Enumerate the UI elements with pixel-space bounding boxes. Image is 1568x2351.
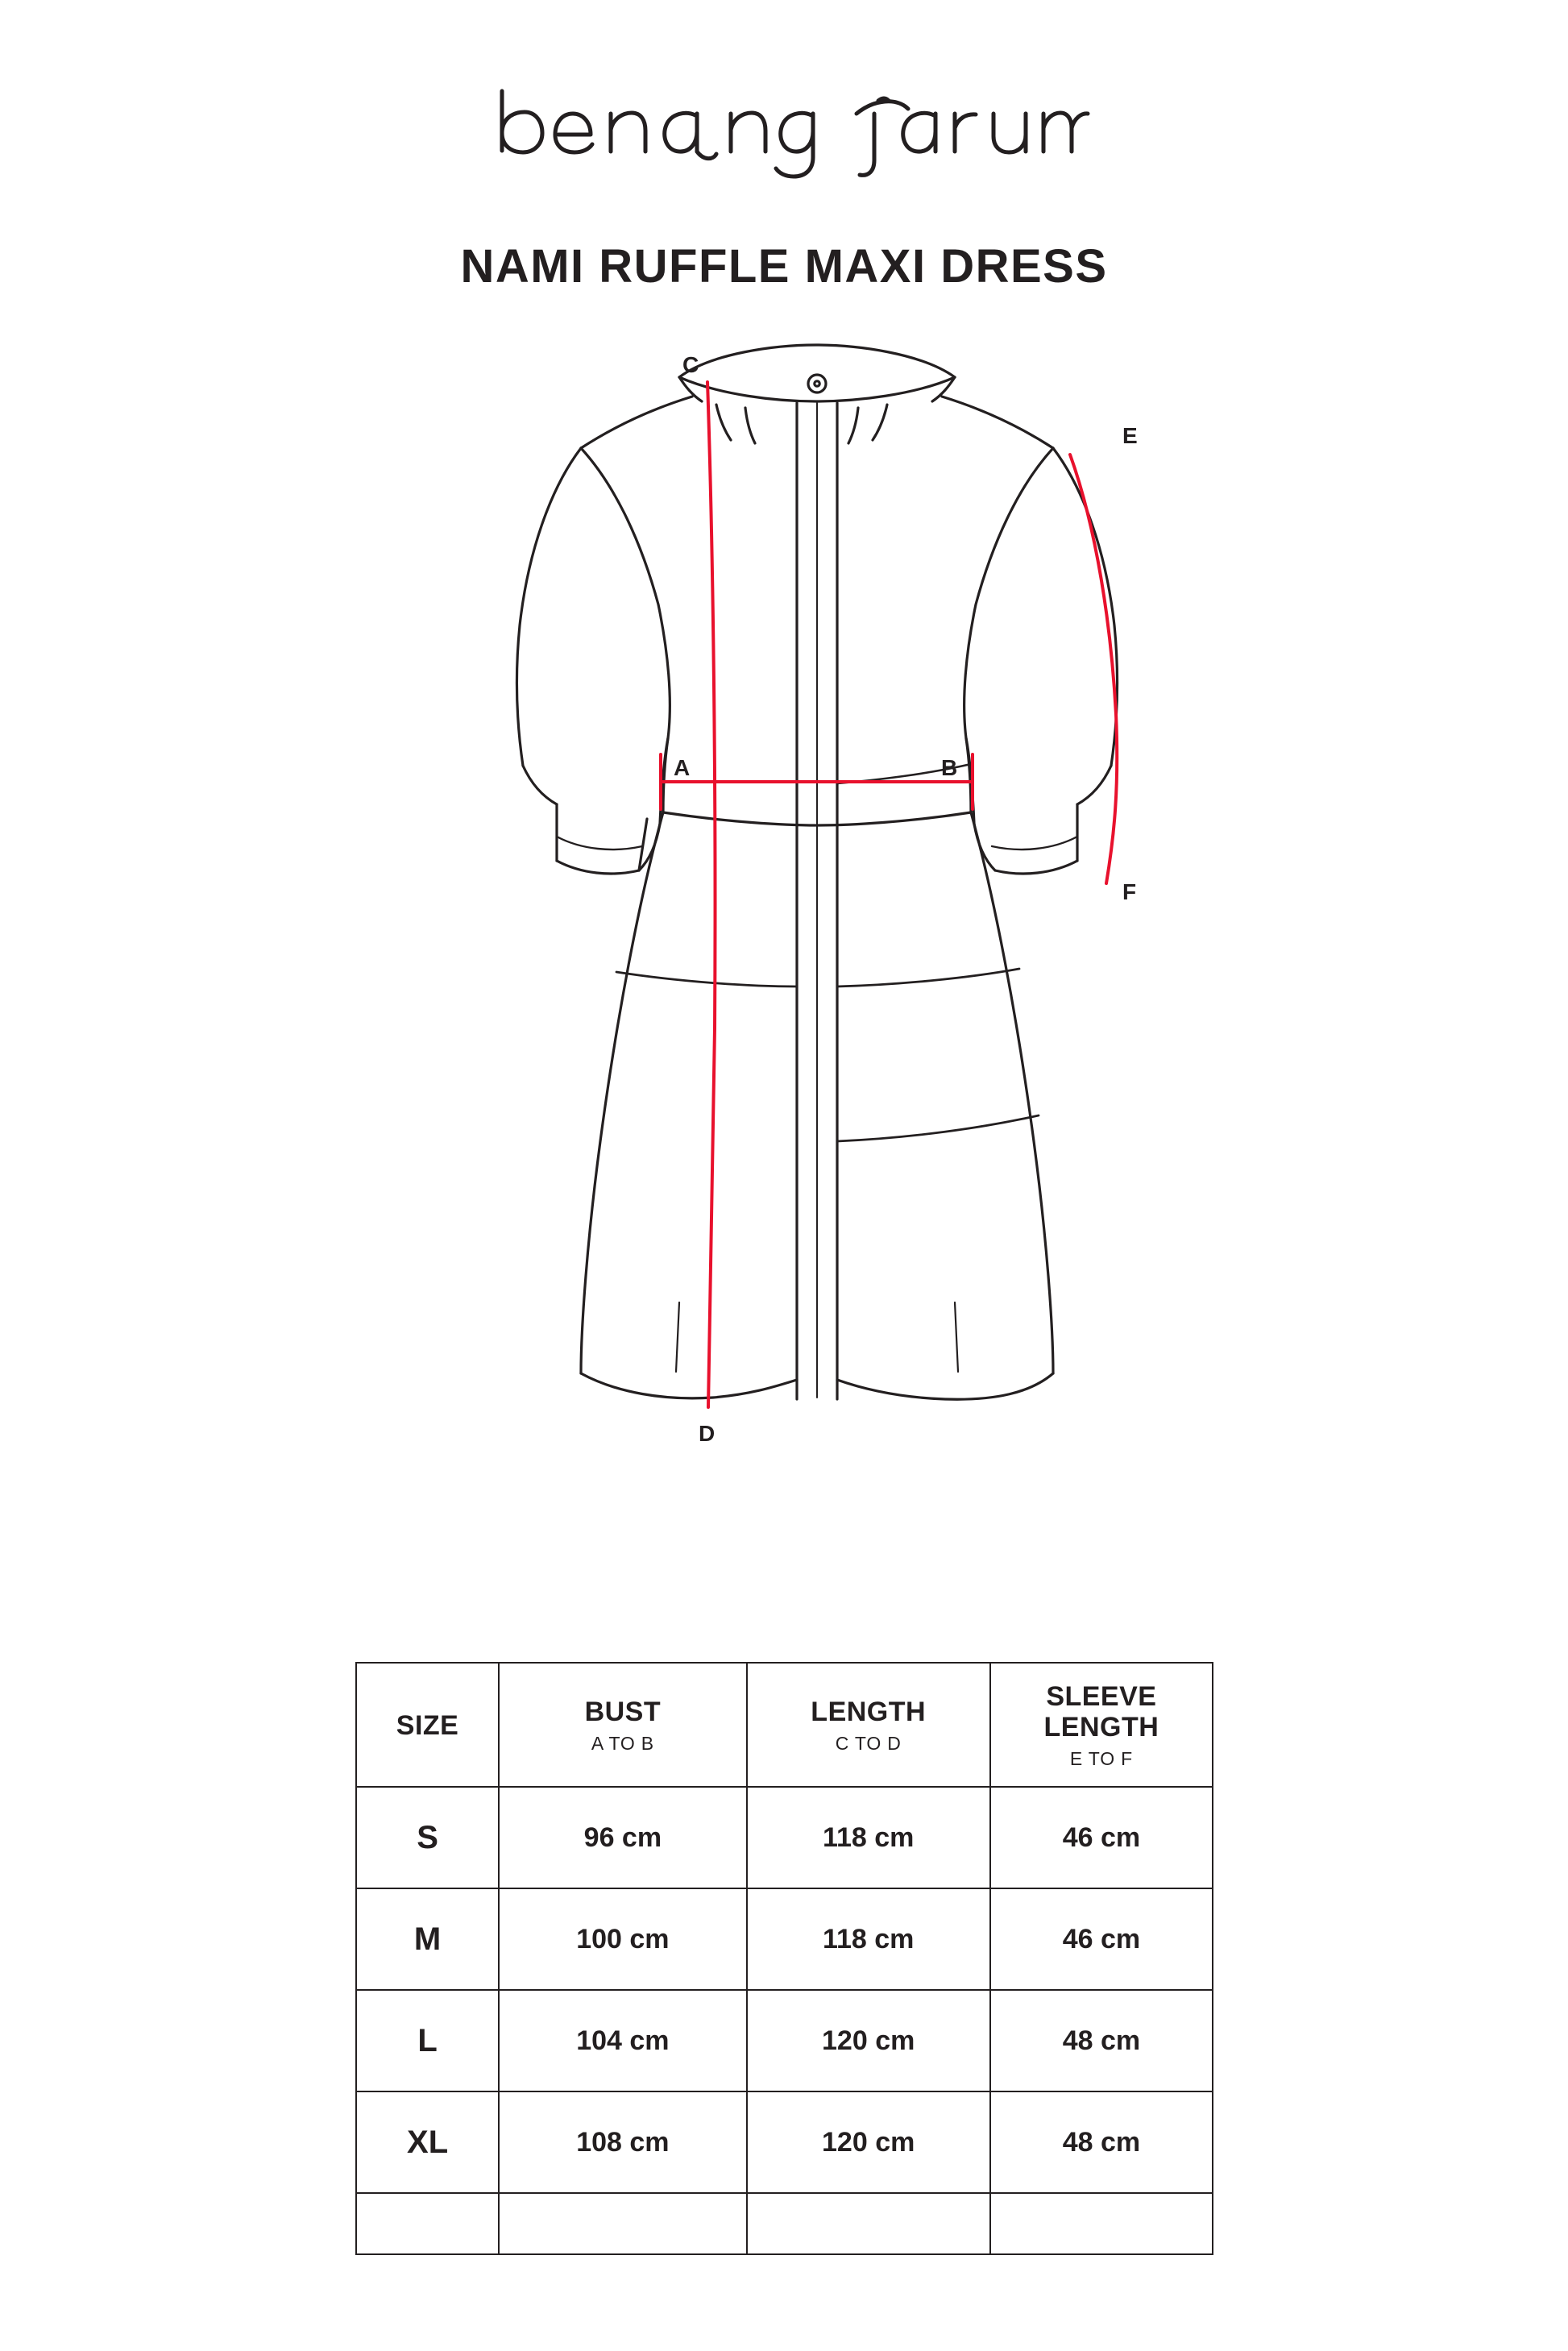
label-c: C [682,352,699,377]
label-a: A [674,755,691,780]
row-size: L [356,1990,499,2091]
table-row [356,1888,1213,1990]
header-bust-sub: A TO B [591,1733,654,1755]
row-size: S [356,1787,499,1888]
table-header-row [356,1663,1213,1787]
spacer-cell [356,2193,499,2254]
header-length [747,1663,990,1787]
row-sleeve: 48 cm [990,1990,1213,2091]
row-length: 118 cm [747,1787,990,1888]
header-size [356,1663,499,1787]
row-sleeve: 46 cm [990,1787,1213,1888]
spacer-cell [499,2193,746,2254]
row-sleeve: 46 cm [990,1888,1213,1990]
header-bust [499,1663,746,1787]
label-e: E [1122,423,1138,448]
row-length: 118 cm [747,1888,990,1990]
row-length: 120 cm [747,1990,990,2091]
row-size: M [356,1888,499,1990]
size-table [355,1662,1213,2255]
header-size-main: SIZE [396,1710,459,1742]
label-b: B [941,755,958,780]
row-length: 120 cm [747,2091,990,2193]
spacer-cell [990,2193,1213,2254]
measure-cd-line [707,382,716,1407]
header-sleeve-sub: E TO F [1069,1748,1133,1770]
header-length-sub: C TO D [835,1733,902,1755]
label-f: F [1122,879,1137,904]
table-row [356,1990,1213,2091]
size-table-head [356,1663,1213,1787]
header-sleeve [990,1663,1213,1787]
size-table-wrap [355,1662,1213,2255]
spacer-cell [747,2193,990,2254]
row-bust: 104 cm [499,1990,746,2091]
row-sleeve: 48 cm [990,2091,1213,2193]
header-bust-main: BUST [584,1697,662,1728]
dress-diagram-svg [301,335,1267,1560]
page-title: NAMI RUFFLE MAXI DRESS [460,240,1108,293]
row-bust: 108 cm [499,2091,746,2193]
row-bust: 96 cm [499,1787,746,1888]
brand-logo [0,77,1568,181]
header-length-main: LENGTH [811,1697,927,1728]
table-row-spacer [356,2193,1213,2254]
size-table-body [356,1787,1213,2254]
label-d: D [699,1421,716,1446]
table-row [356,1787,1213,1888]
table-row [356,2091,1213,2193]
dress-diagram [0,335,1568,1576]
row-bust: 100 cm [499,1888,746,1990]
row-size: XL [356,2091,499,2193]
header-sleeve-main: SLEEVE LENGTH [1043,1681,1159,1743]
